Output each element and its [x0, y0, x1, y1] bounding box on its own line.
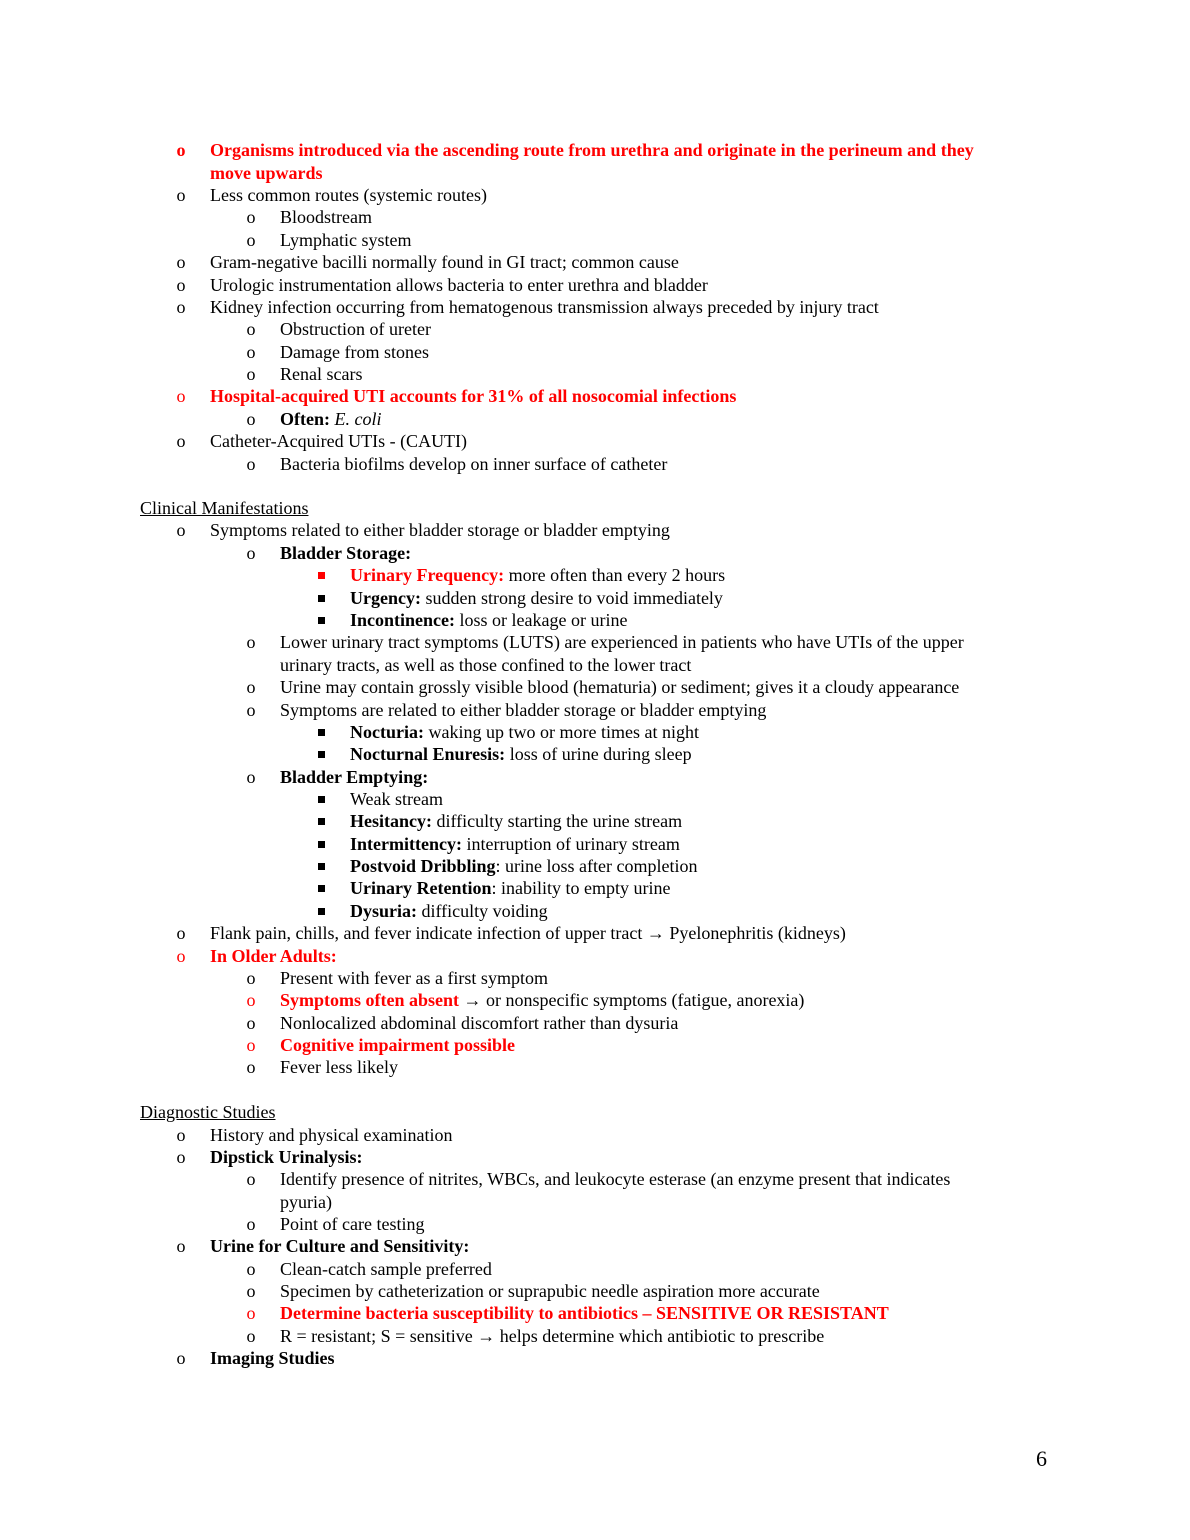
square-bullet-icon — [318, 796, 325, 803]
square-bullet-icon — [318, 841, 325, 848]
square-bullet-icon — [318, 617, 325, 624]
section-heading: Diagnostic Studies — [140, 1102, 276, 1122]
square-bullet-icon — [318, 595, 325, 602]
section-heading: Clinical Manifestations — [140, 498, 309, 518]
square-bullet-icon — [318, 908, 325, 915]
arrow-right-icon: → — [463, 990, 482, 1010]
page-number: 6 — [1036, 1446, 1047, 1471]
square-bullet-icon — [318, 572, 325, 579]
square-bullet-icon — [318, 729, 325, 736]
document-page: o Organisms introduced via the ascending route from urethra and originate in the perineum and they move upwards o Less common routes (systemic routes) o Bloodstream o Lymphatic system o Gram-negative bacilli normally found in GI tract; common cause o Urologic instrumentation allows bacteria to enter urethra and bladder o Kidney infection occurring from hematogenous transmission always preceded by injury tract o Obstruction of ureter o Damage from stones o Renal scars o Hospital-acquired UTI accounts for 31% of all nosocomial infections o Often: E. coli o Catheter-Acquired UTIs - (CAUTI) o Bacteria biofilms develop on inner surface of catheter Clinical Manifestations o Symptoms related to either bladder storage or bladder emptying o Bladder Storage: Urinary Frequency: more often than every 2 hours Urgency: sudden strong desire to void immediately Incontinence: loss or leakage or urine o Lower urinary tract symptoms (LUTS) are experienced in patients who have UTIs of the upper urinary tracts, as well as those confined to the lower tract o Urine may contain grossly visible blood (hematuria) or sediment; gives it a cloudy appearance o Symptoms are related to either bladder storage or bladder emptying Nocturia: waking up two or more times at night Nocturnal Enuresis: loss of urine during sleep o Bladder Emptying: Weak stream Hesitancy: difficulty starting the urine stream Intermittency: interruption of urinary stream Postvoid Dribbling: urine loss after completion Urinary Retention: inability to empty urine Dysuria: difficulty voiding o Flank pain, chills, and fever indicate infection of upper tract → Pyelonephritis (kidneys) o In Older Adults: o Present with fever as a first symptom o Symptoms often absent → or nonspecific symptoms (fatigue, anorexia) o Nonlocalized abdominal discomfort rather than dysuria o Cognitive impairment possible o Fever less likely Diagnostic Studies o History and physical examination o Dipstick Urinalysis: o Identify presence of nitrites, WBCs, and leukocyte esterase (an enzyme present that indicates pyuria) o Point of care testing o Urine for Culture and Sensitivity: o Clean-catch sample preferred o Specimen by catheterization or suprapubic needle aspiration more accurate o Determine bacteria susceptibility to antibiotics – SENSITIVE OR RESISTANT o R = resistant; S = sensitive → helps determine which antibiotic to prescribe o Imaging Studies 6 — [140, 140, 1047, 1471]
square-bullet-icon — [318, 818, 325, 825]
square-bullet-icon — [318, 863, 325, 870]
square-bullet-icon — [318, 885, 325, 892]
arrow-right-icon: → — [477, 1326, 496, 1346]
arrow-right-icon: → — [646, 923, 665, 943]
square-bullet-icon — [318, 751, 325, 758]
